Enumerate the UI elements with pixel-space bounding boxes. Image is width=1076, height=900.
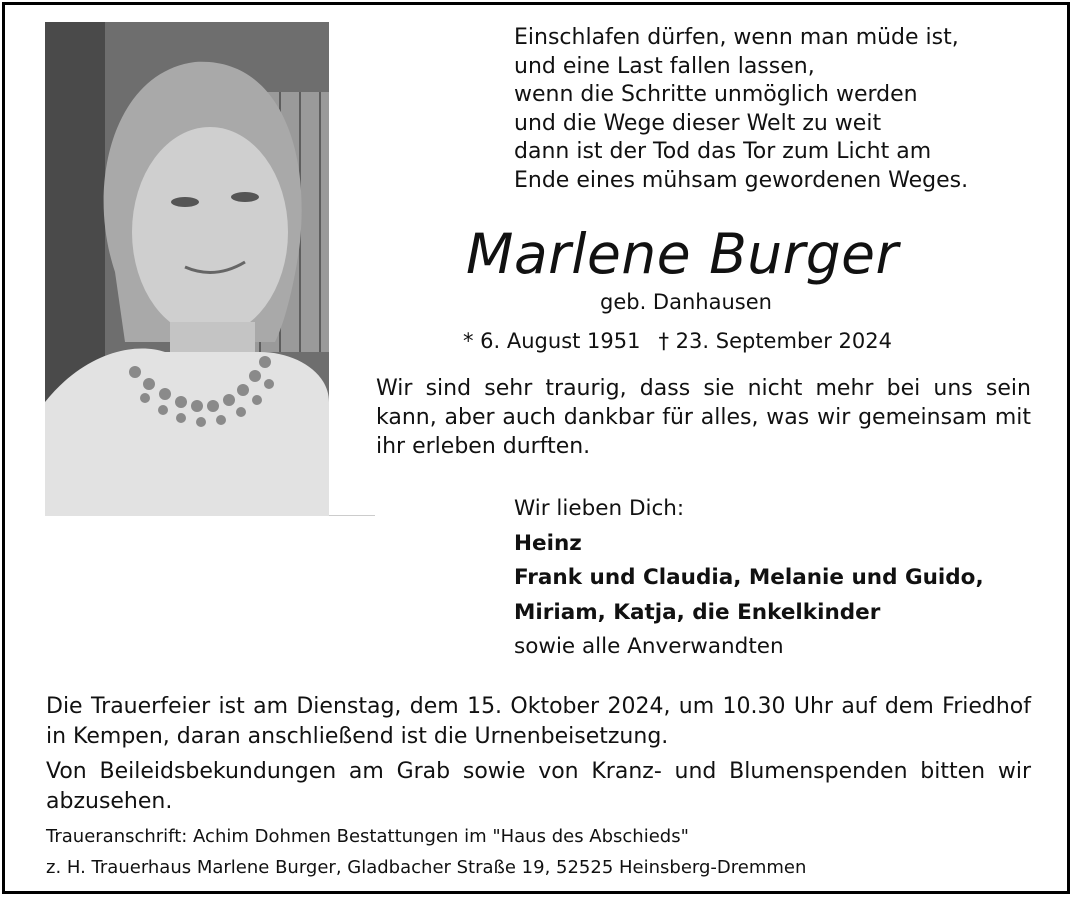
poem-line: wenn die Schritte unmöglich werden <box>514 82 918 107</box>
death-date: † 23. September 2024 <box>658 329 892 353</box>
poem-line: Einschlafen dürfen, wenn man müde ist, <box>514 25 959 50</box>
portrait-photo <box>45 22 329 516</box>
poem-line: dann ist der Tod das Tor zum Licht am <box>514 139 932 164</box>
birth-date: * 6. August 1951 <box>463 329 641 353</box>
mourning-address <box>46 821 1031 883</box>
donation-request: Von Beileidsbekundungen am Grab sowie von Kranz- und Blumenspenden bitten wir abzusehen. <box>46 759 1031 814</box>
deceased-name: Marlene Burger <box>466 222 899 286</box>
family-name: Frank und Claudia, Melanie und Guido, <box>514 565 984 590</box>
photo-underline <box>329 515 375 516</box>
poem-line: und eine Last fallen lassen, <box>514 53 815 79</box>
condolence-message: Wir sind sehr traurig, dass sie nicht mehr bei uns sein kann, aber auch dankbar für alles, was wir gemeinsam mit ihr erleben durften. <box>376 376 1031 459</box>
poem-line: und die Wege dieser Welt zu weit <box>514 110 882 136</box>
address-line: z. H. Trauerhaus Marlene Burger, Gladbacher Straße 19, 52525 Heinsberg-Dremmen <box>46 857 807 878</box>
maiden-name: geb. Danhausen <box>600 290 772 314</box>
poem <box>514 24 1054 195</box>
ceremony-info: Die Trauerfeier ist am Dienstag, dem 15. Oktober 2024, um 10.30 Uhr auf dem Friedhof in Kempen, daran anschließend ist die Urnenbeisetzung. <box>46 694 1031 749</box>
family-block <box>514 492 1034 665</box>
family-intro: Wir lieben Dich: <box>514 496 685 521</box>
poem-line: Ende eines mühsam gewordenen Weges. <box>514 167 969 193</box>
family-name: Heinz <box>514 530 582 556</box>
life-dates <box>463 329 892 353</box>
address-line: Traueranschrift: Achim Dohmen Bestattungen im "Haus des Abschieds" <box>46 826 689 847</box>
family-closing: sowie alle Anverwandten <box>514 634 784 659</box>
family-name: Miriam, Katja, die Enkelkinder <box>514 599 881 625</box>
